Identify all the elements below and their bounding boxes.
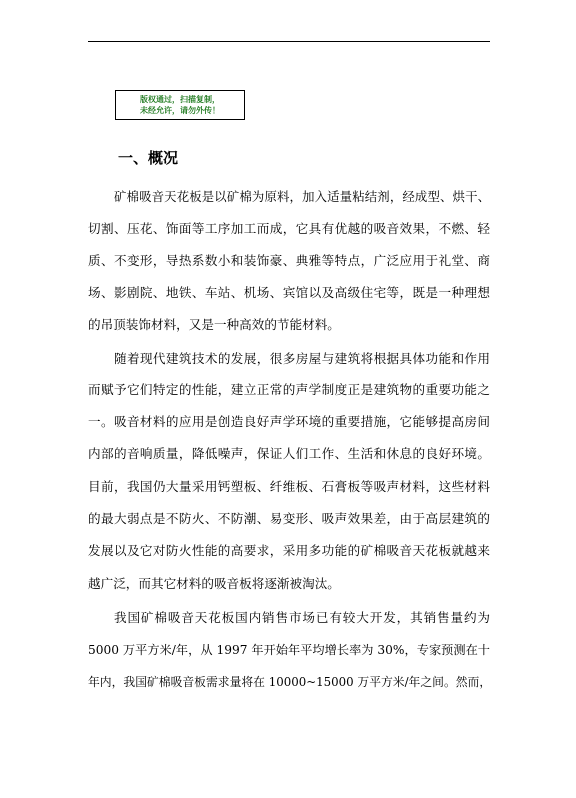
- paragraph-1-line-5: 的吊顶装饰材料，又是一种高效的节能材料。: [88, 317, 340, 332]
- paragraph-2-line-5: 目前，我国仍大量采用钙塑板、纤维板、石膏板等吸声材料，这些材料: [88, 479, 490, 494]
- paragraph-1-line-1: 矿棉吸音天花板是以矿棉为原料，加入适量粘结剂，经成型、烘干、: [114, 189, 490, 204]
- copyright-stamp: [115, 90, 245, 120]
- section-heading: 一、概况: [118, 149, 179, 167]
- paragraph-2-line-6: 的最大弱点是不防火、不防潮、易变形、吸声效果差，由于高层建筑的: [88, 511, 490, 526]
- paragraph-2-line-1: 随着现代建筑技术的发展，很多房屋与建筑将根据具体功能和作用: [114, 351, 490, 366]
- paragraph-2-line-7: 发展以及它对防火性能的高要求，采用多功能的矿棉吸音天花板就越来: [88, 543, 490, 558]
- paragraph-3-line-2: 5000 万平方米/年，从 1997 年开始年平均增长率为 30%，专家预测在十: [88, 643, 490, 657]
- stamp-line-1: 版权通过，扫描复制，: [140, 95, 220, 104]
- paragraph-3-line-1: 我国矿棉吸音天花板国内销售市场已有较大开发，其销售量约为: [114, 610, 490, 625]
- paragraph-3-line-3: 年内，我国矿棉吸音板需求量将在 10000~15000 万平方米/年之间。然而，: [88, 675, 492, 689]
- paragraph-1-line-4: 场、影剧院、地铁、车站、机场、宾馆以及高级住宅等，既是一种理想: [88, 285, 490, 300]
- paragraph-2-line-8: 越广泛，而其它材料的吸音板将逐渐被淘汰。: [88, 576, 340, 591]
- stamp-line-2: 未经允许，请勿外传！: [140, 106, 220, 115]
- paragraph-2-line-4: 内部的音响质量，降低噪声，保证人们工作、生活和休息的良好环境。: [88, 446, 490, 461]
- header-rule: [88, 41, 490, 42]
- paragraph-1-line-2: 切割、压花、饰面等工序加工而成，它具有优越的吸音效果，不燃、轻: [88, 221, 490, 236]
- paragraph-2-line-3: 一。吸音材料的应用是创造良好声学环境的重要措施，它能够提高房间: [88, 414, 490, 429]
- paragraph-1-line-3: 质、不变形，导热系数小和装饰豪、典雅等特点，广泛应用于礼堂、商: [88, 253, 490, 268]
- paragraph-2-line-2: 而赋予它们特定的性能，建立正常的声学制度正是建筑物的重要功能之: [88, 382, 490, 397]
- copyright-stamp-text: [121, 94, 239, 116]
